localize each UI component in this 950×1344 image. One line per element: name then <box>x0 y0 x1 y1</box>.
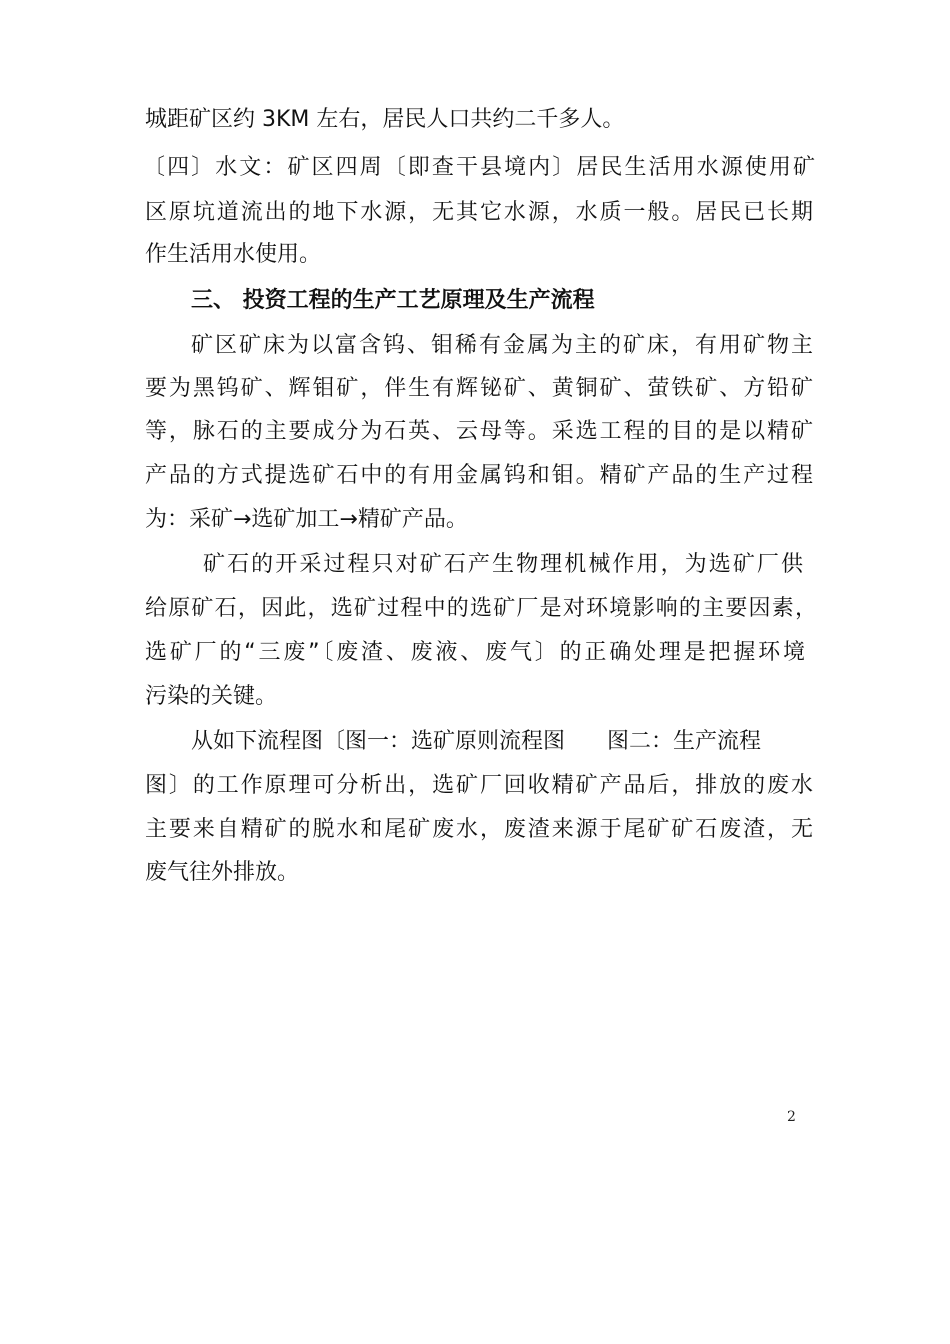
paragraph-line: 城距矿区约 3KM 左右，居民人口共约二千多人。 <box>145 107 625 132</box>
page-number: 2 <box>787 1109 796 1125</box>
paragraph-line: 矿区矿床为以富含钨、钼稀有金属为主的矿床，有用矿物主 <box>191 333 813 358</box>
paragraph-line: 给原矿石，因此，选矿过程中的选矿厂是对环境影响的主要因素， <box>145 596 817 621</box>
paragraph-line: 为：采矿→选矿加工→精矿产品。 <box>145 507 468 532</box>
paragraph-line: 等，脉石的主要成分为石英、云母等。采选工程的目的是以精矿 <box>145 419 813 444</box>
paragraph-line: 作生活用水使用。 <box>145 242 322 267</box>
paragraph-line: 污染的关键。 <box>145 684 278 709</box>
paragraph-line: 产品的方式提选矿石中的有用金属钨和钼。精矿产品的生产过程 <box>145 463 813 488</box>
paragraph-line: 要为黑钨矿、辉钼矿，伴生有辉铋矿、黄铜矿、萤铁矿、方铅矿 <box>145 376 813 401</box>
paragraph-line: 选矿厂的“三废”〔废渣、废液、废气〕的正确处理是把握环境 <box>145 640 805 665</box>
paragraph-line: 〔四〕水文：矿区四周〔即查干县境内〕居民生活用水源使用矿 <box>143 155 815 180</box>
paragraph-line: 图〕的工作原理可分析出，选矿厂回收精矿产品后，排放的废水 <box>145 773 813 798</box>
paragraph-line: 矿石的开采过程只对矿石产生物理机械作用，为选矿厂供 <box>203 552 803 577</box>
paragraph-line: 区原坑道流出的地下水源，无其它水源，水质一般。居民已长期 <box>145 200 813 225</box>
paragraph-line: 废气往外排放。 <box>145 860 300 885</box>
paragraph-line: 从如下流程图〔图一：选矿原则流程图 图二：生产流程 <box>191 729 761 754</box>
paragraph-line: 主要来自精矿的脱水和尾矿废水，废渣来源于尾矿矿石废渣，无 <box>145 817 813 842</box>
section-heading-text: 三、 投资工程的生产工艺原理及生产流程 <box>191 288 595 313</box>
